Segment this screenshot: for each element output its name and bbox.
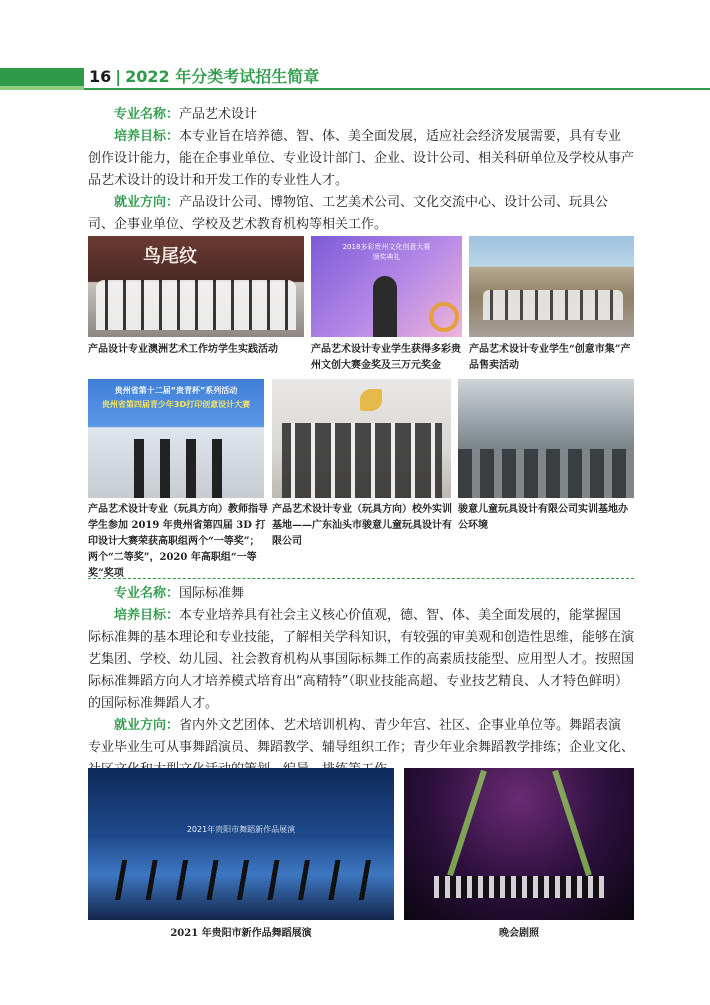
caption-office-environment: 骏意儿童玩具设计有限公司实训基地办公环境 bbox=[458, 504, 628, 531]
major-line: 专业名称：国际标准舞 bbox=[114, 586, 245, 601]
section-international-dance bbox=[88, 583, 634, 781]
page-header bbox=[89, 64, 319, 87]
photo-banner-line2: 贵州省第四届青少年3D打印创意设计大赛 bbox=[101, 400, 251, 409]
page-title: 2022 年分类考试招生简章 bbox=[125, 67, 320, 86]
photo-banner-text: 2018多彩贵州文化创意大赛 bbox=[342, 243, 431, 251]
major-line: 专业名称：产品艺术设计 bbox=[114, 107, 258, 122]
photo-office-environment bbox=[458, 379, 634, 498]
photo-australia-workshop bbox=[88, 236, 304, 337]
photo-3d-printing-contest bbox=[88, 379, 264, 498]
photo-gala-stage bbox=[404, 768, 634, 920]
career-paragraph: 就业方向：省内外文艺团体、艺术培训机构、青少年宫、社区、企事业单位等。舞蹈表演专业毕业生可从事舞蹈演员、舞蹈教学、辅导组织工作；青少年业余舞蹈教学排练；企业文化、 bbox=[88, 718, 635, 755]
page-number: 16 bbox=[89, 67, 112, 86]
header-light-bar bbox=[0, 86, 84, 90]
photo-banner-line1: 贵州省第十二届“贵青杯”系列活动 bbox=[114, 386, 238, 395]
caption-creative-market: 产品艺术设计专业学生“创意市集”产品售卖活动 bbox=[469, 344, 631, 371]
section-product-design bbox=[88, 104, 634, 236]
goal-paragraph: 培养目标：本专业旨在培养德、智、体、美全面发展，适应社会经济发展需要，具有专业创作设计能力，能在企事业单位、专业设计部门、企业、设计公司、相关科研单位及学校从事产品艺术设计的设计和开发工作的专业性人才。 bbox=[88, 129, 635, 188]
photo-training-base bbox=[272, 379, 451, 498]
caption-training-base: 产品艺术设计专业（玩具方向）校外实训基地——广东汕头市骏意儿童玩具设计有限公司 bbox=[272, 504, 452, 547]
photo-sub-text: 颁奖典礼 bbox=[372, 253, 401, 261]
caption-dance-showcase: 2021 年贵阳市新作品舞蹈展演 bbox=[170, 928, 312, 939]
photo-creative-market bbox=[469, 236, 634, 337]
header-separator: | bbox=[115, 67, 122, 86]
header-green-bar bbox=[0, 68, 84, 86]
photo-dance-showcase bbox=[88, 768, 394, 920]
section-divider bbox=[88, 578, 634, 579]
photo-sign-text: 鸟尾纹 bbox=[143, 246, 197, 267]
goal-paragraph: 培养目标：本专业培养具有社会主义核心价值观，德、智、体、美全面发展的，能掌握国际标准舞的基本理论和专业技能，了解相关学科知识，有较强的审美观和创造性思维，能够在演艺集团、学校、幼儿园、社会教育机构从事国际标舞工作的高素质技能型、应用型人才。按照国际标准舞蹈方向人才培养模式培育出“高精特”（职业技能高超、专业技艺精良、人才特色鲜明）的国际标准舞蹈人才。 bbox=[88, 608, 635, 711]
caption-award: 产品艺术设计专业学生获得多彩贵州文创大赛金奖及三万元奖金 bbox=[311, 344, 461, 371]
header-rule bbox=[84, 88, 710, 90]
caption-australia-workshop: 产品设计专业澳洲艺术工作坊学生实践活动 bbox=[88, 344, 278, 355]
photo-banner-text: 2021年贵阳市舞蹈新作品展演 bbox=[186, 825, 296, 834]
caption-gala-stage: 晚会剧照 bbox=[499, 928, 539, 939]
career-paragraph: 就业方向：产品设计公司、博物馆、工艺美术公司、文化交流中心、设计公司、玩具公司、企事业单位、学校及艺术教育机构等相关工作。 bbox=[88, 195, 609, 232]
caption-3d-printing-contest: 产品艺术设计专业（玩具方向）教师指导学生参加 2019 年贵州省第四届 3D 打印设计大赛荣获高职组两个“一等奖”；两个“二等奖”，2020 年高职组“一等奖”奖项 bbox=[88, 504, 268, 579]
photo-award bbox=[311, 236, 462, 337]
